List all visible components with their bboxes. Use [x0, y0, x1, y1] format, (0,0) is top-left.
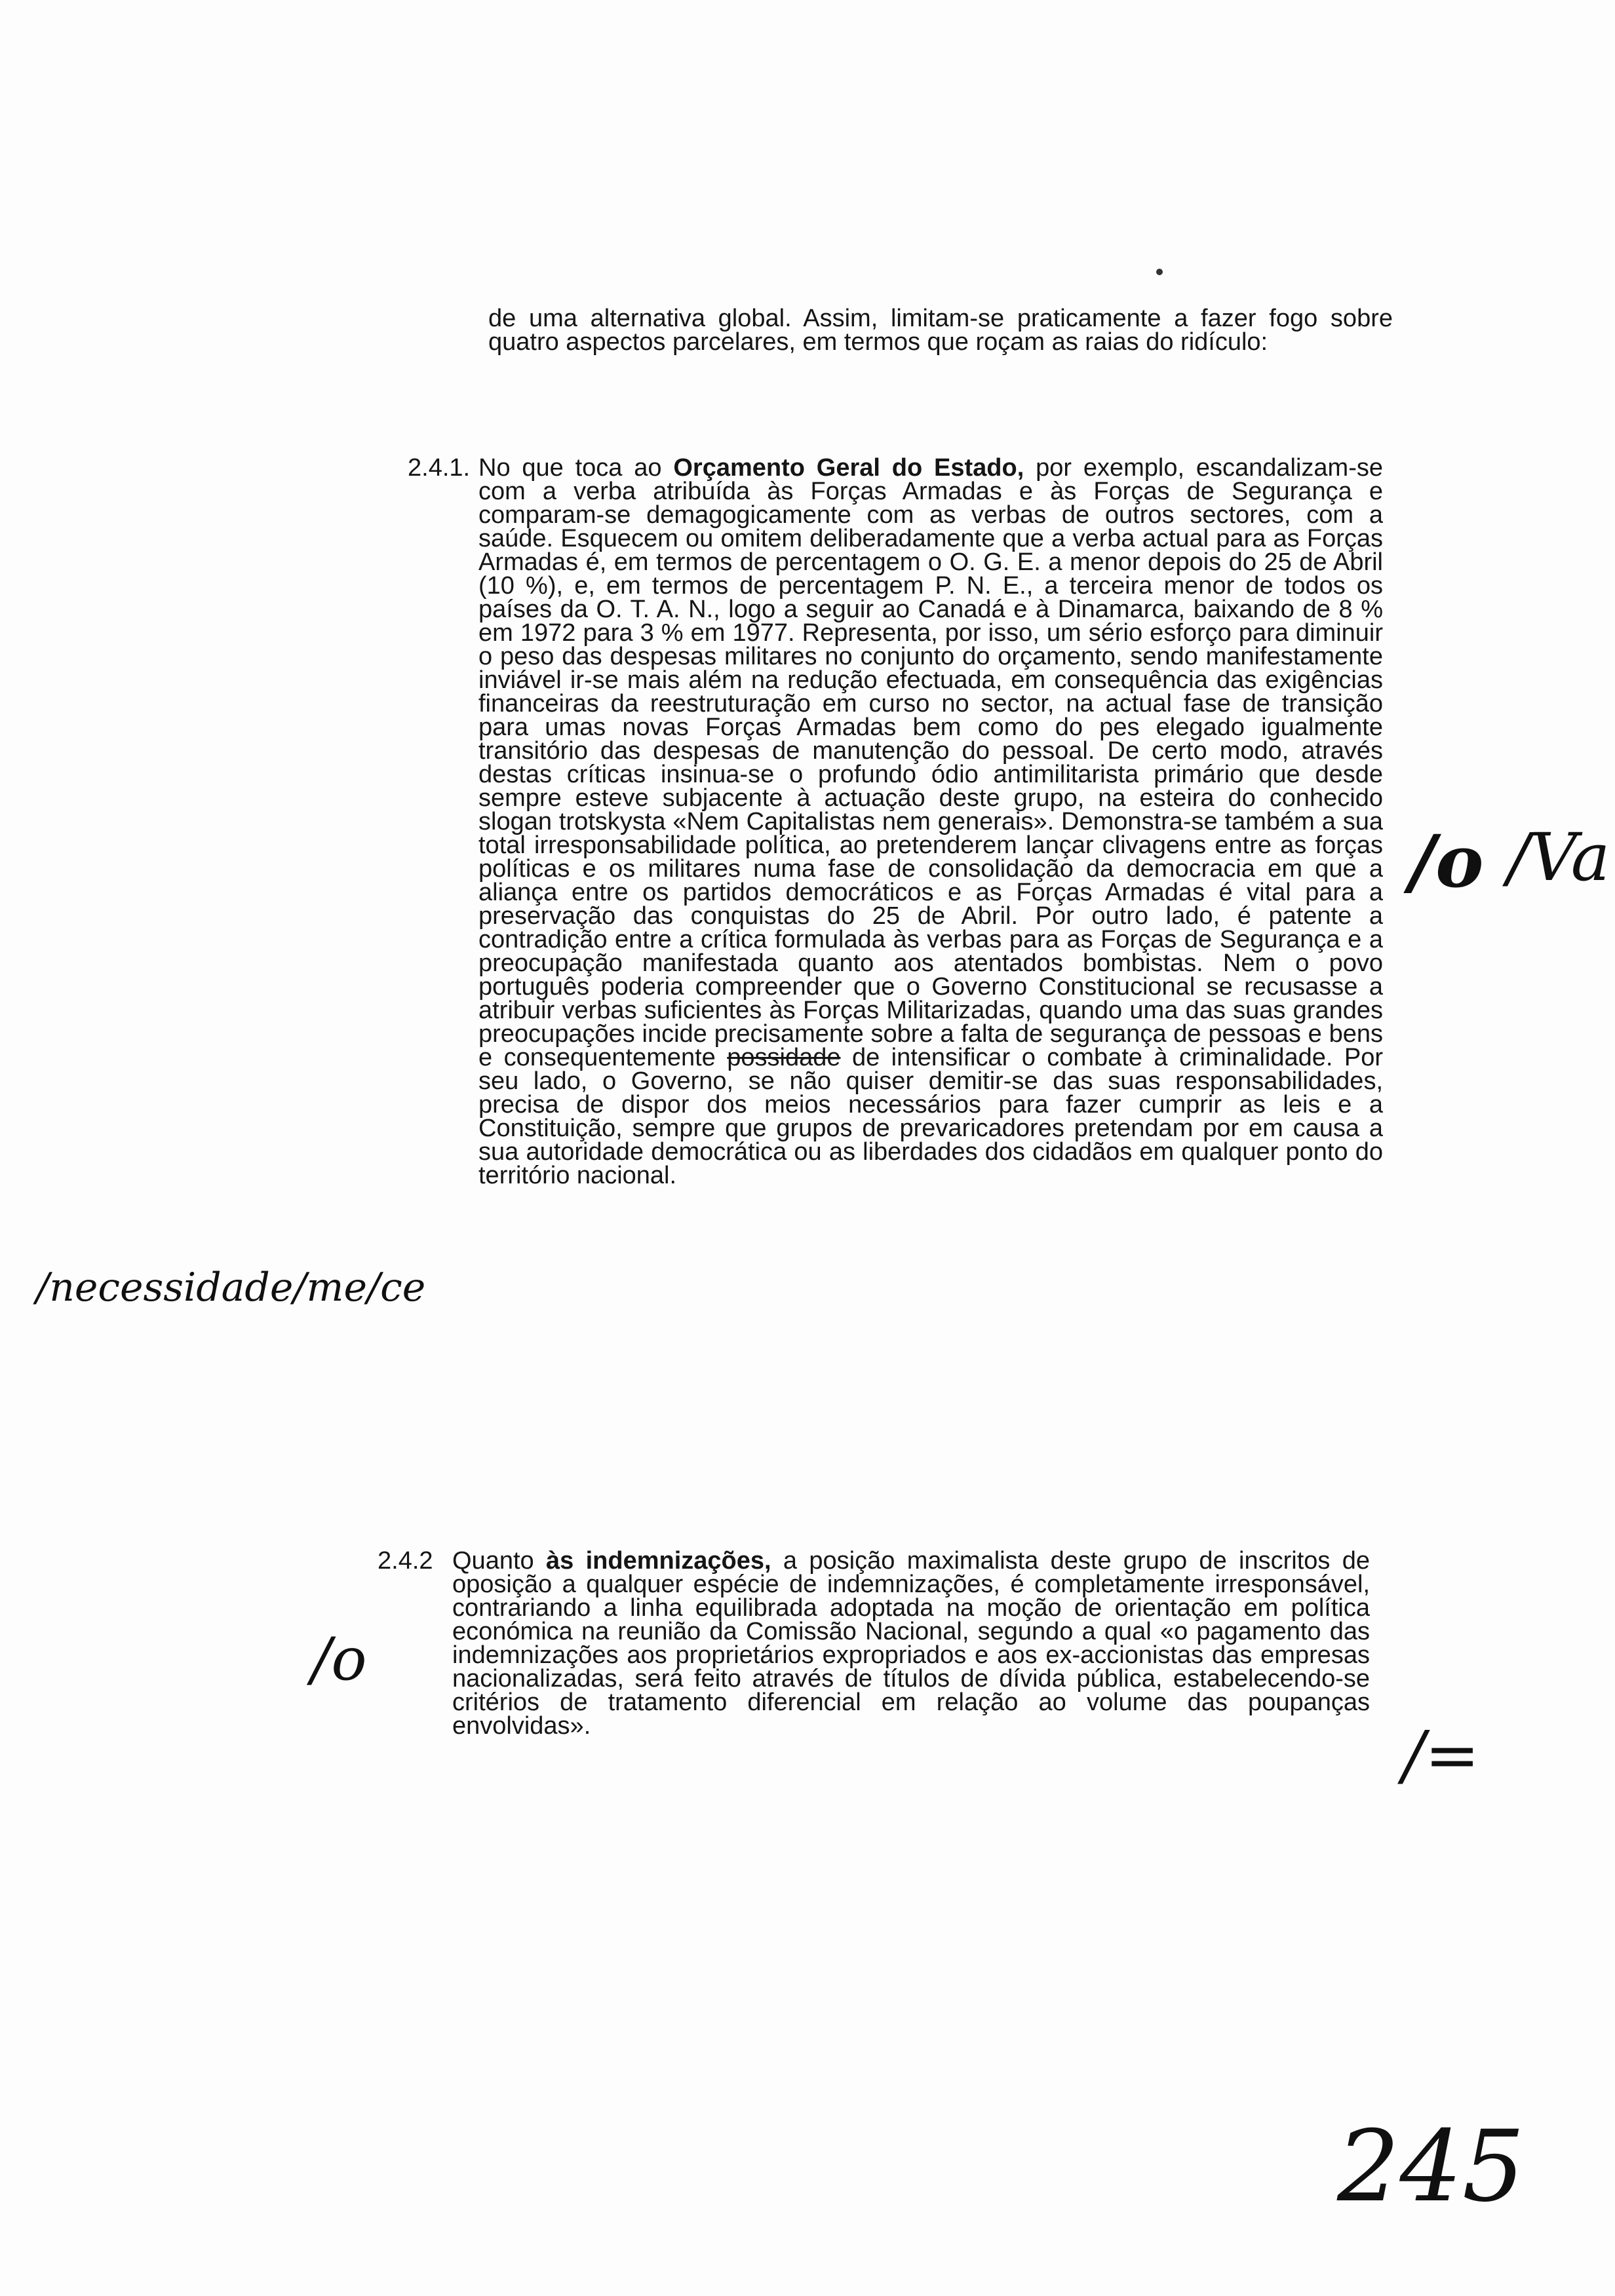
handwritten-margin-note: /o — [1409, 819, 1484, 904]
section-2-4-2-lead: Quanto — [452, 1547, 534, 1575]
section-2-4-1-text-end: de intensificar o combate à criminalidade. Por seu lado, o Governo, se não quiser demitir-se das suas responsabilidades, precisa de dispor dos meios necessários para fazer cumprir as leis e a Constituição, sempre que grupos de prevaricadores pretendam por em causa a sua autoridade democrática ou as liberdades dos cidadãos em qualquer ponto do território nacional. — [478, 1044, 1383, 1189]
handwritten-margin-note: /Va — [1508, 819, 1610, 896]
section-2-4-1-body — [478, 456, 1383, 1187]
intro-text: de uma alternativa global. Assim, limitam-se praticamente a fazer fogo sobre quatro aspectos parcelares, em termos que roçam as raias do ridículo: — [488, 305, 1393, 356]
handwritten-page-number: 245 — [1337, 2110, 1525, 2224]
section-2-4-1-lead: No que toca ao — [478, 454, 662, 482]
handwritten-margin-note: /necessidade/me/ce — [36, 1265, 426, 1311]
handwritten-margin-note: /o — [311, 1625, 367, 1694]
section-number-2-4-2: 2.4.2 — [378, 1547, 433, 1575]
section-2-4-2-body — [452, 1549, 1370, 1738]
section-2-4-2-text: a posição maximalista deste grupo de inscritos de oposição a qualquer espécie de indemnizações, é completamente irresponsável, contrariando a linha equilibrada adoptada na moção de orientação em política económica na reunião da Comissão Nacional, segundo a qual «o pagamento das indemnizações aos proprietários expropriados e aos ex-accionistas das empresas nacionalizadas, será feito através de títulos de dívida pública, estabelecendo-se critérios de tratamento diferencial em relação ao volume das poupanças envolvidas». — [452, 1547, 1370, 1740]
section-number-2-4-1: 2.4.1. — [408, 454, 471, 482]
section-2-4-2 — [452, 1549, 1370, 1738]
section-2-4-1 — [478, 456, 1383, 1187]
section-2-4-2-title: às indemnizações, — [546, 1547, 771, 1575]
struck-word: possidade — [727, 1044, 841, 1071]
section-2-4-1-text: por exemplo, escandalizam-se com a verba atribuída às Forças Armadas e às Forças de Segurança e comparam-se demagogicamente com as verbas de outros sectores, com a saúde. Esquecem ou omitem deliberadamente que a verba actual para as Forças Armadas é, em termos de percentagem o O. G. E. a menor depois do 25 de Abril (10 %), e, em termos de percentagem P. N. E., a terceira menor de todos os países da O. T. A. N., logo a seguir ao Canadá e à Dinamarca, baixando de 8 % em 1972 para 3 % em 1977. Representa, por isso, um sério esforço para diminuir o peso das despesas militares no conjunto do orçamento, sendo manifestamente inviável ir-se mais além na redução efectuada, em consequência das exigências financeiras da reestruturação em curso no sector, na actual fase de transição para umas novas Forças Armadas bem como do pes elegado igualmente transitório das despesas de manutenção do pessoal. De certo modo, através destas críticas insinua-se o profundo ódio antimilitarista primário que desde sempre esteve subjacente à actuação deste grupo, na esteira do conhecido slogan trotskysta «Nem Capitalistas nem generais». Demonstra-se também a sua total irresponsabilidade política, ao pretenderem lançar clivagens entre as forças políticas e os militares numa fase de consolidação da democracia em que a aliança entre os partidos democráticos e as Forças Armadas é vital para a preservação das conquistas do 25 de Abril. Por outro lado, é patente a contradição entre a crítica formulada às verbas para as Forças de Segurança e a preocupação manifestada quanto aos atentados bombistas. Nem o povo português poderia compreender que o Governo Constitucional se recusasse a atribuir verbas suficientes às Forças Militarizadas, quando uma das suas grandes preocupações incide precisamente sobre a falta de segurança de pessoas e bens e consequentemente — [478, 454, 1383, 1071]
intro-paragraph — [488, 307, 1393, 354]
scan-speck — [1156, 269, 1163, 275]
section-2-4-1-title: Orçamento Geral do Estado, — [673, 454, 1024, 482]
handwritten-margin-note: /= — [1403, 1717, 1480, 1793]
